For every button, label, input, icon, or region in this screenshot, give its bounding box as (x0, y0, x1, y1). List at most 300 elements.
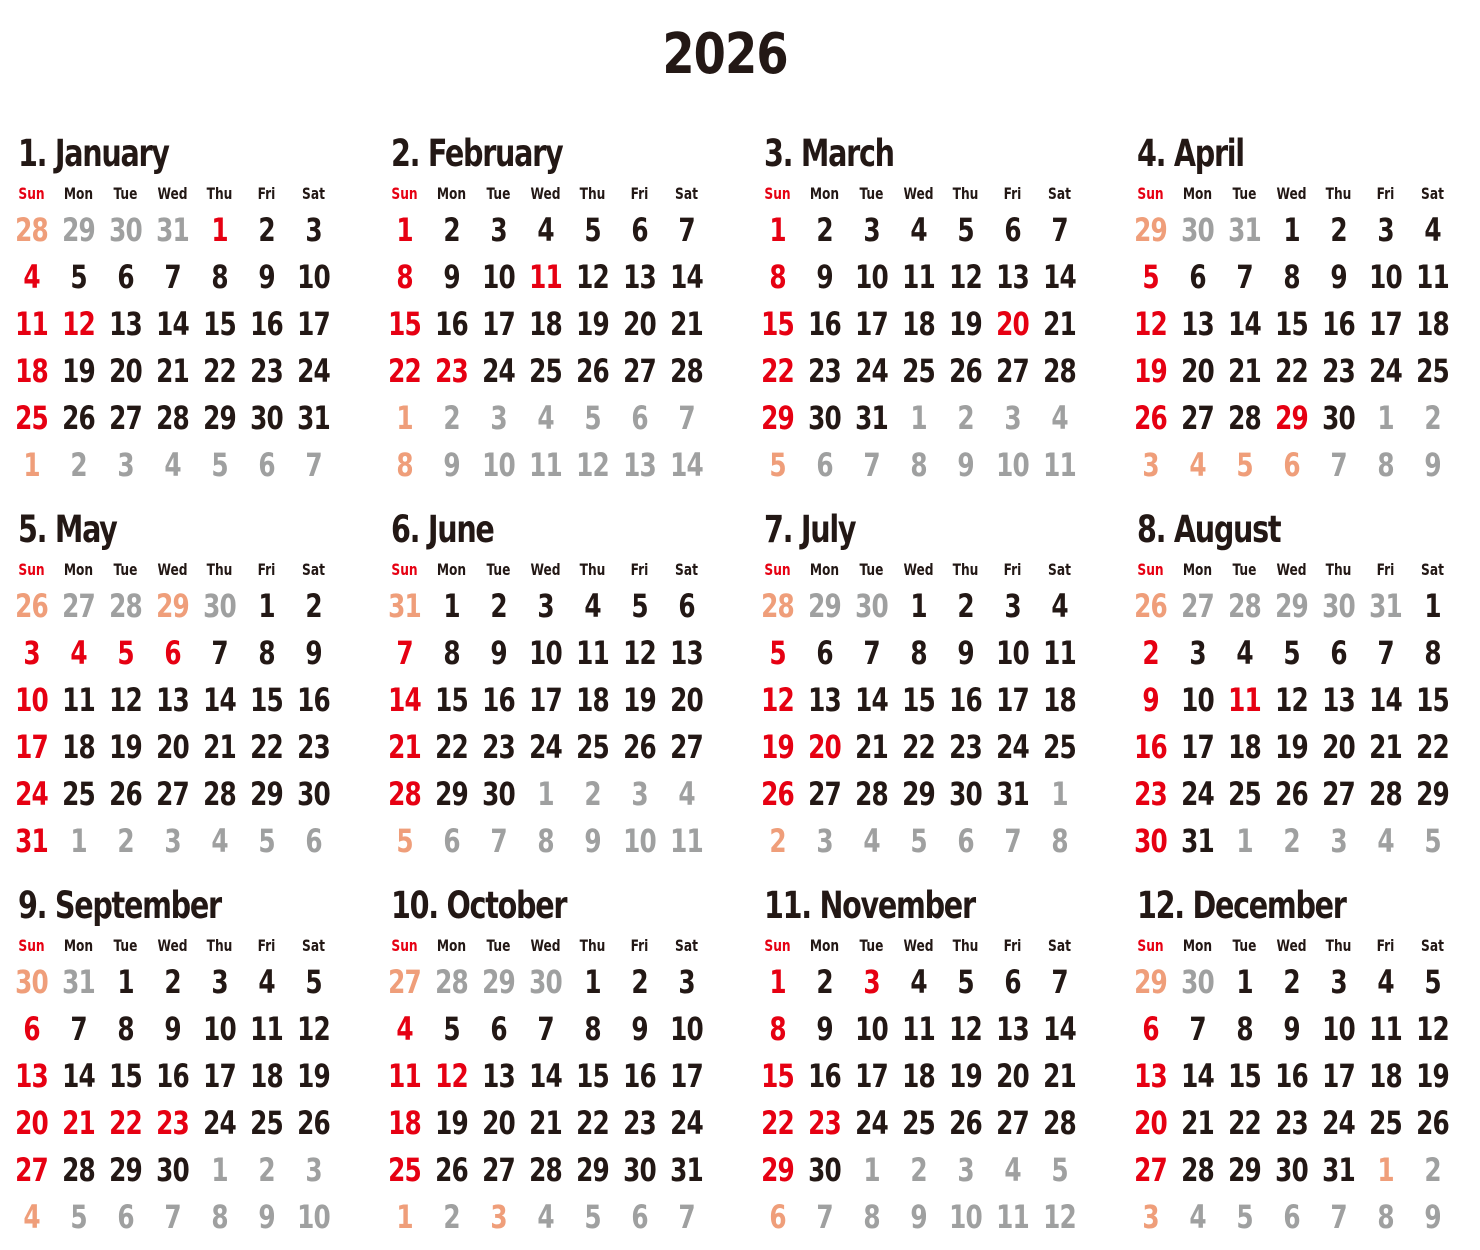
day-cell: 7 (1236, 258, 1253, 296)
day-cell: 10 (1322, 1010, 1355, 1048)
weekday-label: Mon (63, 184, 94, 203)
weekday-label: Sun (18, 560, 45, 579)
day-cell: 2 (490, 587, 507, 625)
day-cell: 9 (258, 1198, 275, 1236)
day-cell: 16 (1322, 305, 1355, 343)
day-cell: 12 (761, 681, 794, 719)
day-cell: 4 (1377, 822, 1394, 860)
day-cell: 9 (1283, 1010, 1300, 1048)
day-cell: 12 (297, 1010, 330, 1048)
day-cell: 18 (250, 1057, 283, 1095)
weekday-label: Sat (302, 936, 325, 955)
day-cell: 1 (396, 1198, 413, 1236)
day-cell: 7 (863, 446, 880, 484)
day-cell: 20 (996, 1057, 1029, 1095)
day-cell: 4 (1189, 1198, 1206, 1236)
day-cell: 1 (1377, 399, 1394, 437)
day-cell: 10 (482, 446, 515, 484)
day-cell: 31 (15, 822, 48, 860)
day-cell: 17 (297, 305, 330, 343)
day-cell: 31 (297, 399, 330, 437)
day-cell: 24 (482, 352, 515, 390)
day-cell: 14 (1228, 305, 1261, 343)
day-cell: 24 (670, 1104, 703, 1142)
day-cell: 29 (203, 399, 236, 437)
day-cell: 3 (816, 822, 833, 860)
day-cell: 7 (1051, 963, 1068, 1001)
month-title: 1. January (18, 132, 169, 175)
day-cell: 4 (910, 963, 927, 1001)
day-cell: 9 (631, 1010, 648, 1048)
weekday-label: Wed (530, 936, 561, 955)
day-cell: 6 (305, 822, 322, 860)
day-cell: 17 (482, 305, 515, 343)
weekday-label: Wed (157, 936, 188, 955)
day-cell: 19 (297, 1057, 330, 1095)
weekday-label: Sat (1421, 936, 1444, 955)
day-cell: 28 (435, 963, 468, 1001)
day-cell: 8 (910, 634, 927, 672)
day-cell: 19 (62, 352, 95, 390)
day-cell: 8 (537, 822, 554, 860)
weekday-label: Fri (1376, 184, 1395, 203)
day-cell: 31 (1181, 822, 1214, 860)
day-cell: 12 (576, 446, 609, 484)
weekday-label: Mon (809, 936, 840, 955)
day-cell: 24 (297, 352, 330, 390)
day-cell: 15 (576, 1057, 609, 1095)
day-cell: 26 (1416, 1104, 1449, 1142)
day-cell: 26 (15, 587, 48, 625)
day-cell: 3 (863, 211, 880, 249)
day-cell: 9 (1424, 1198, 1441, 1236)
day-cell: 30 (808, 399, 841, 437)
day-cell: 22 (250, 728, 283, 766)
day-cell: 2 (443, 1198, 460, 1236)
weekday-label: Tue (1232, 184, 1257, 203)
day-cell: 2 (816, 963, 833, 1001)
month-title: 2. February (391, 132, 563, 175)
weekday-label: Mon (63, 560, 94, 579)
day-cell: 24 (1181, 775, 1214, 813)
day-cell: 30 (297, 775, 330, 813)
day-cell: 9 (490, 634, 507, 672)
day-cell: 1 (1236, 963, 1253, 1001)
weekday-label: Mon (63, 936, 94, 955)
day-cell: 27 (1181, 399, 1214, 437)
weekday-label: Tue (486, 184, 511, 203)
day-cell: 2 (816, 211, 833, 249)
day-cell: 1 (769, 963, 786, 1001)
day-cell: 2 (443, 211, 460, 249)
day-cell: 14 (670, 258, 703, 296)
weekday-label: Sat (1048, 184, 1071, 203)
day-cell: 5 (70, 258, 87, 296)
month-block (8, 128, 338, 498)
day-cell: 12 (435, 1057, 468, 1095)
day-cell: 27 (1181, 587, 1214, 625)
day-cell: 12 (576, 258, 609, 296)
day-cell: 27 (1134, 1151, 1167, 1189)
day-cell: 22 (435, 728, 468, 766)
day-cell: 28 (109, 587, 142, 625)
weekday-label: Sat (1421, 184, 1444, 203)
day-cell: 16 (156, 1057, 189, 1095)
day-cell: 19 (1275, 728, 1308, 766)
day-cell: 16 (250, 305, 283, 343)
day-cell: 18 (1369, 1057, 1402, 1095)
day-cell: 13 (996, 1010, 1029, 1048)
day-cell: 19 (623, 681, 656, 719)
day-cell: 12 (62, 305, 95, 343)
day-cell: 5 (631, 587, 648, 625)
weekday-label: Tue (113, 184, 138, 203)
day-cell: 6 (1330, 634, 1347, 672)
day-cell: 29 (62, 211, 95, 249)
day-cell: 30 (808, 1151, 841, 1189)
day-cell: 28 (1181, 1151, 1214, 1189)
day-cell: 6 (816, 634, 833, 672)
day-cell: 10 (15, 681, 48, 719)
day-cell: 19 (109, 728, 142, 766)
day-cell: 6 (631, 1198, 648, 1236)
day-cell: 16 (435, 305, 468, 343)
day-cell: 2 (1424, 399, 1441, 437)
day-cell: 5 (211, 446, 228, 484)
day-cell: 3 (1330, 822, 1347, 860)
day-cell: 30 (1322, 399, 1355, 437)
day-cell: 14 (203, 681, 236, 719)
day-cell: 11 (576, 634, 609, 672)
day-cell: 1 (910, 587, 927, 625)
day-cell: 17 (15, 728, 48, 766)
month-block (8, 504, 338, 874)
day-cell: 1 (863, 1151, 880, 1189)
weekday-label: Mon (1182, 184, 1213, 203)
weekday-header (381, 560, 711, 582)
day-cell: 12 (109, 681, 142, 719)
day-cell: 15 (388, 305, 421, 343)
day-cell: 3 (863, 963, 880, 1001)
weekday-label: Sun (391, 184, 418, 203)
day-cell: 13 (623, 446, 656, 484)
day-cell: 25 (902, 1104, 935, 1142)
day-cell: 24 (1369, 352, 1402, 390)
day-cell: 9 (957, 446, 974, 484)
weekday-label: Tue (859, 184, 884, 203)
day-cell: 17 (1181, 728, 1214, 766)
day-cell: 23 (482, 728, 515, 766)
weekday-label: Mon (1182, 560, 1213, 579)
day-cell: 4 (70, 634, 87, 672)
day-cell: 30 (949, 775, 982, 813)
month-block (381, 128, 711, 498)
day-cell: 26 (109, 775, 142, 813)
day-cell: 21 (1181, 1104, 1214, 1142)
day-cell: 20 (156, 728, 189, 766)
day-cell: 21 (1369, 728, 1402, 766)
day-cell: 7 (164, 1198, 181, 1236)
weekday-header (754, 184, 1084, 206)
day-cell: 1 (443, 587, 460, 625)
day-cell: 15 (203, 305, 236, 343)
day-cell: 2 (957, 399, 974, 437)
day-cell: 29 (1134, 963, 1167, 1001)
weekday-label: Fri (1376, 936, 1395, 955)
weekday-label: Sun (1137, 936, 1164, 955)
weekday-label: Tue (1232, 936, 1257, 955)
weekday-label: Thu (579, 936, 606, 955)
day-cell: 31 (156, 211, 189, 249)
day-cell: 7 (164, 258, 181, 296)
day-cell: 21 (529, 1104, 562, 1142)
day-cell: 31 (855, 399, 888, 437)
day-cell: 8 (863, 1198, 880, 1236)
day-cell: 3 (1377, 211, 1394, 249)
day-cell: 7 (211, 634, 228, 672)
day-cell: 30 (15, 963, 48, 1001)
day-cell: 5 (769, 446, 786, 484)
day-cell: 18 (576, 681, 609, 719)
day-cell: 22 (1275, 352, 1308, 390)
day-cell: 3 (957, 1151, 974, 1189)
day-cell: 2 (584, 775, 601, 813)
day-cell: 29 (1275, 399, 1308, 437)
year-title: 2026 (662, 22, 788, 87)
day-cell: 6 (117, 1198, 134, 1236)
day-cell: 16 (949, 681, 982, 719)
day-cell: 11 (1416, 258, 1449, 296)
weekday-header (381, 936, 711, 958)
day-cell: 21 (388, 728, 421, 766)
day-cell: 15 (1416, 681, 1449, 719)
day-cell: 5 (396, 822, 413, 860)
day-cell: 11 (902, 1010, 935, 1048)
day-cell: 27 (388, 963, 421, 1001)
day-cell: 27 (15, 1151, 48, 1189)
day-cell: 2 (1283, 963, 1300, 1001)
day-cell: 7 (816, 1198, 833, 1236)
day-cell: 17 (1322, 1057, 1355, 1095)
day-cell: 2 (443, 399, 460, 437)
day-cell: 2 (769, 822, 786, 860)
day-cell: 30 (623, 1151, 656, 1189)
weekday-label: Sun (391, 560, 418, 579)
day-cell: 17 (996, 681, 1029, 719)
day-cell: 19 (435, 1104, 468, 1142)
month-block (754, 128, 1084, 498)
month-block (754, 880, 1084, 1250)
day-cell: 3 (1189, 634, 1206, 672)
day-cell: 29 (156, 587, 189, 625)
month-title: 9. September (18, 884, 221, 927)
day-cell: 23 (1322, 352, 1355, 390)
day-cell: 9 (1142, 681, 1159, 719)
day-cell: 27 (482, 1151, 515, 1189)
weekday-label: Thu (952, 936, 979, 955)
day-cell: 7 (396, 634, 413, 672)
weekday-label: Tue (486, 560, 511, 579)
day-cell: 25 (250, 1104, 283, 1142)
day-cell: 29 (435, 775, 468, 813)
day-cell: 21 (1043, 305, 1076, 343)
day-cell: 8 (258, 634, 275, 672)
day-cell: 30 (203, 587, 236, 625)
day-cell: 5 (1142, 258, 1159, 296)
day-cell: 2 (957, 587, 974, 625)
day-cell: 3 (211, 963, 228, 1001)
day-cell: 27 (996, 1104, 1029, 1142)
day-cell: 25 (1228, 775, 1261, 813)
day-cell: 13 (1134, 1057, 1167, 1095)
day-cell: 5 (1424, 963, 1441, 1001)
day-cell: 12 (1043, 1198, 1076, 1236)
day-cell: 29 (1134, 211, 1167, 249)
day-cell: 12 (949, 1010, 982, 1048)
day-cell: 4 (23, 1198, 40, 1236)
weekday-header (1127, 184, 1457, 206)
day-cell: 21 (156, 352, 189, 390)
day-cell: 4 (1189, 446, 1206, 484)
day-cell: 11 (996, 1198, 1029, 1236)
day-cell: 25 (62, 775, 95, 813)
day-cell: 3 (305, 1151, 322, 1189)
weekday-header (8, 936, 338, 958)
day-cell: 11 (388, 1057, 421, 1095)
day-cell: 11 (1369, 1010, 1402, 1048)
day-cell: 18 (1228, 728, 1261, 766)
day-cell: 15 (1228, 1057, 1261, 1095)
day-cell: 19 (949, 305, 982, 343)
month-block (754, 504, 1084, 874)
day-cell: 26 (761, 775, 794, 813)
day-cell: 5 (910, 822, 927, 860)
weekday-label: Mon (1182, 936, 1213, 955)
day-cell: 23 (156, 1104, 189, 1142)
day-cell: 21 (62, 1104, 95, 1142)
month-block (8, 880, 338, 1250)
day-cell: 19 (1134, 352, 1167, 390)
weekday-label: Sun (764, 560, 791, 579)
day-cell: 4 (1004, 1151, 1021, 1189)
day-cell: 28 (388, 775, 421, 813)
day-cell: 12 (1416, 1010, 1449, 1048)
weekday-label: Wed (1276, 184, 1307, 203)
day-cell: 1 (70, 822, 87, 860)
day-cell: 3 (537, 587, 554, 625)
day-cell: 18 (902, 305, 935, 343)
day-cell: 10 (996, 446, 1029, 484)
weekday-label: Thu (952, 560, 979, 579)
day-cell: 1 (396, 211, 413, 249)
day-cell: 11 (902, 258, 935, 296)
day-cell: 6 (678, 587, 695, 625)
day-cell: 7 (1377, 634, 1394, 672)
day-cell: 5 (1283, 634, 1300, 672)
day-cell: 15 (902, 681, 935, 719)
weekday-label: Sat (675, 936, 698, 955)
day-cell: 9 (584, 822, 601, 860)
day-cell: 24 (855, 1104, 888, 1142)
day-cell: 31 (1322, 1151, 1355, 1189)
day-cell: 4 (537, 211, 554, 249)
weekday-label: Tue (486, 936, 511, 955)
day-cell: 7 (1004, 822, 1021, 860)
month-title: 5. May (18, 508, 117, 551)
day-cell: 9 (443, 258, 460, 296)
day-cell: 23 (1134, 775, 1167, 813)
day-cell: 16 (1275, 1057, 1308, 1095)
day-cell: 10 (670, 1010, 703, 1048)
day-cell: 31 (388, 587, 421, 625)
day-cell: 21 (670, 305, 703, 343)
day-cell: 10 (855, 1010, 888, 1048)
day-cell: 24 (996, 728, 1029, 766)
day-cell: 29 (576, 1151, 609, 1189)
day-cell: 9 (258, 258, 275, 296)
day-cell: 28 (1228, 587, 1261, 625)
day-cell: 22 (203, 352, 236, 390)
day-cell: 4 (211, 822, 228, 860)
weekday-label: Tue (113, 560, 138, 579)
weekday-label: Thu (1325, 936, 1352, 955)
day-cell: 8 (211, 1198, 228, 1236)
day-cell: 10 (203, 1010, 236, 1048)
weekday-label: Tue (859, 936, 884, 955)
day-cell: 30 (855, 587, 888, 625)
weekday-label: Tue (859, 560, 884, 579)
day-cell: 25 (1416, 352, 1449, 390)
weekday-label: Sun (1137, 184, 1164, 203)
day-cell: 17 (1369, 305, 1402, 343)
weekday-header (754, 936, 1084, 958)
weekday-label: Sat (302, 560, 325, 579)
weekday-label: Fri (1003, 184, 1022, 203)
day-cell: 30 (529, 963, 562, 1001)
day-cell: 22 (1416, 728, 1449, 766)
day-cell: 1 (1283, 211, 1300, 249)
day-cell: 6 (631, 399, 648, 437)
weekday-label: Fri (1003, 560, 1022, 579)
day-cell: 6 (816, 446, 833, 484)
weekday-label: Fri (1376, 560, 1395, 579)
day-cell: 21 (1043, 1057, 1076, 1095)
day-cell: 9 (1330, 258, 1347, 296)
day-cell: 20 (623, 305, 656, 343)
weekday-label: Fri (630, 936, 649, 955)
day-cell: 20 (1134, 1104, 1167, 1142)
weekday-label: Sun (18, 936, 45, 955)
day-cell: 30 (250, 399, 283, 437)
day-cell: 23 (1275, 1104, 1308, 1142)
weekday-label: Tue (1232, 560, 1257, 579)
day-cell: 6 (23, 1010, 40, 1048)
day-cell: 7 (678, 399, 695, 437)
day-cell: 8 (1051, 822, 1068, 860)
weekday-label: Mon (809, 560, 840, 579)
weekday-label: Sat (675, 560, 698, 579)
weekday-label: Thu (1325, 184, 1352, 203)
day-cell: 28 (15, 211, 48, 249)
weekday-header (754, 560, 1084, 582)
day-cell: 3 (305, 211, 322, 249)
day-cell: 13 (808, 681, 841, 719)
day-cell: 30 (1181, 211, 1214, 249)
weekday-header (381, 184, 711, 206)
day-cell: 6 (1004, 963, 1021, 1001)
day-cell: 20 (482, 1104, 515, 1142)
weekday-label: Fri (257, 936, 276, 955)
